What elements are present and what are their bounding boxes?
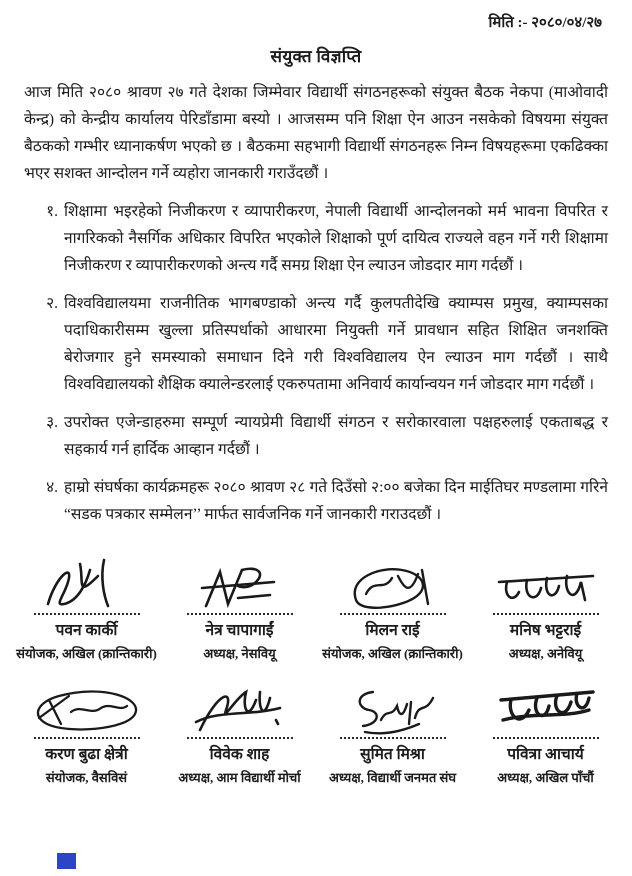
signature-row-1 [0, 554, 632, 662]
signatory-name: पवित्रा आचार्य [507, 746, 584, 763]
signatory-name: सुमित मिश्रा [360, 746, 425, 763]
signature-dotted-line [34, 613, 140, 615]
signatory-name: पवन कार्की [55, 622, 118, 639]
signatory-name: नेत्र चापागाईं [205, 622, 274, 639]
signature-dotted-line [493, 613, 599, 615]
list-item-number: २. [46, 295, 58, 312]
signatory-name: करण बुढा क्षेत्री [45, 746, 128, 763]
document-date: मिति :- २०८०/०४/२७ [488, 15, 602, 31]
signature-dotted-line [340, 613, 446, 615]
signature-block-karan-budha-chhetri [10, 678, 163, 786]
demand-list [38, 198, 608, 528]
signature-scribble-icon [473, 554, 618, 612]
list-item-2 [38, 290, 608, 398]
blue-square-mark [57, 853, 76, 869]
signature-block-milan-rai [316, 554, 469, 662]
intro-paragraph: आज मिति २०८० श्रावण २७ गते देशका जिम्मेवार विद्यार्थी संगठनहरूको संयुक्त बैठक नेकपा (माओवादी केन्द्र) को केन्द्रीय कार्यालय पेरिडाँडामा बस्यो । आजसम्म पनि शिक्षा ऐन आउन नसकेको विषयमा संयुक्त बैठकको गम्भीर ध्यानाकर्षण भएको छ । बैठकमा सहभागी विद्यार्थी संगठनहरू निम्न विषयहरूमा एकढिक्का भएर सशक्त आन्दोलन गर्ने व्यहोरा जानकारी गराउँदछौं । [24, 84, 608, 182]
signature-scribble-icon [473, 678, 618, 736]
signature-dotted-line [34, 737, 140, 739]
signatory-name: विवेक शाह [209, 746, 270, 763]
list-item-number: १. [46, 203, 58, 220]
signature-scribble-icon [320, 678, 465, 736]
signatory-title: अध्यक्ष, अखिल पाँचौं [497, 770, 594, 785]
signatory-title: संयोजक, अखिल (क्रान्तिकारी) [16, 646, 157, 661]
document-title: संयुक्त विज्ञप्ति [270, 47, 362, 66]
signatory-title: अध्यक्ष, आम विद्यार्थी मोर्चा [178, 770, 301, 785]
signature-block-pawan-karki [10, 554, 163, 662]
list-item-number: ४. [46, 479, 58, 496]
signature-scribble-icon [320, 554, 465, 612]
list-item-1 [38, 198, 608, 279]
list-item-text: विश्वविद्यालयमा राजनीतिक भागबण्डाको अन्त्य गर्दै कुलपतीदेखि क्याम्पस प्रमुख, क्याम्पसका पदाधिकारीसम्म खुल्ला प्रतिस्पर्धाको आधारमा नियुक्ती गर्ने प्रावधान सहित शिक्षित जनशक्ति बेरोजगार हुने समस्याको समाधान दिने गरी विश्वविद्यालय ऐन ल्याउन माग गर्दछौं । साथै विश्वविद्यालयको शैक्षिक क्यालेन्डरलाई एकरुपतामा अनिवार्य कार्यान्वयन गर्न जोडदार माग गर्दछौं । [64, 295, 608, 393]
list-item-text: उपरोक्त एजेन्डाहरुमा सम्पूर्ण न्यायप्रेमी विद्यार्थी संगठन र सरोकारवाला पक्षहरुलाई एकताबद्ध र सहकार्य गर्न हार्दिक आव्हान गर्दछौं । [64, 414, 608, 458]
list-item-text: हाम्रो संघर्षका कार्यक्रमहरू २०८० श्रावण २८ गते दिउँसो २:०० बजेका दिन माईतिघर मण्डलामा गरिने “सडक पत्रकार सम्मेलन’’ मार्फत सार्वजनिक गर्ने जानकारी गराउदछौं । [64, 479, 608, 523]
signature-block-vivek-shah [163, 678, 316, 786]
signatory-name: मिलन राई [365, 622, 420, 639]
list-item-4 [38, 474, 608, 528]
signatory-title: अध्यक्ष, नेसवियू [203, 646, 276, 661]
signature-scribble-icon [14, 554, 159, 612]
signatory-title: अध्यक्ष, अनेवियू [508, 646, 583, 661]
list-item-3 [38, 409, 608, 463]
signatory-title: संयोजक, अखिल (क्रान्तिकारी) [322, 646, 463, 661]
list-item-number: ३. [46, 414, 58, 431]
signatory-title: संयोजक, वैसविसं [45, 770, 128, 785]
signature-row-2 [0, 678, 632, 786]
signature-dotted-line [493, 737, 599, 739]
signature-block-manish-bhattarai [469, 554, 622, 662]
signature-block-netra-chapagain [163, 554, 316, 662]
signature-dotted-line [187, 613, 293, 615]
signature-block-sumit-mishra [316, 678, 469, 786]
signature-dotted-line [340, 737, 446, 739]
signature-scribble-icon [14, 678, 159, 736]
signatory-name: मनिष भट्टराई [509, 622, 582, 639]
signature-scribble-icon [167, 554, 312, 612]
signatory-title: अध्यक्ष, विद्यार्थी जनमत संघ [328, 770, 457, 785]
signature-scribble-icon [167, 678, 312, 736]
signature-dotted-line [187, 737, 293, 739]
signature-block-pavitra-acharya [469, 678, 622, 786]
list-item-text: शिक्षामा भइरहेको निजीकरण र व्यापारीकरण, नेपाली विद्यार्थी आन्दोलनको मर्म भावना विपरित र नागरिकको नैसर्गिक अधिकार विपरित भएकोले शिक्षाको पूर्ण दायित्व राज्यले वहन गर्ने गरी शिक्षामा निजीकरण र व्यापारीकरणको अन्त्य गर्दै समग्र शिक्षा ऐन ल्याउन जोडदार माग गर्दछौं । [64, 203, 608, 274]
